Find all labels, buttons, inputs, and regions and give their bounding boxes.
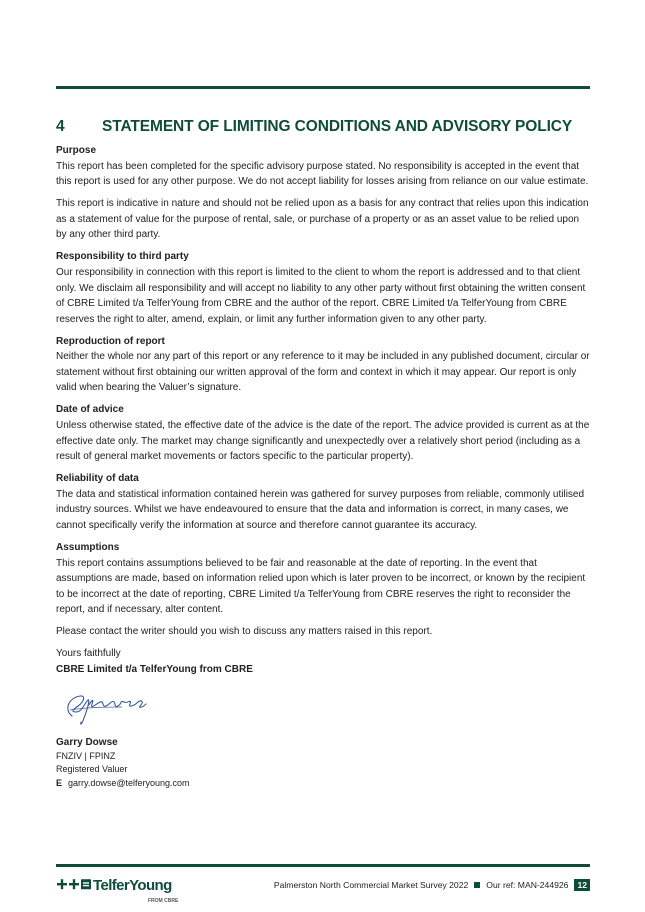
date-section [56, 402, 592, 464]
valuer-role: Registered Valuer [56, 764, 128, 775]
assumptions-heading: Assumptions [56, 542, 120, 553]
third-party-paragraph: Our responsibility in connection with this report is limited to the client to whom the report is addressed and to that client only. We disclaim all responsibility and will accept no liability to any other party without first obtaining the written consent of CBRE Limited t/a TelferYoung from CBRE and the author of the report. CBRE Limited t/a TelferYoung from CBRE reserves the right to alter, amend, explain, or limit any further information given to any other party. [56, 266, 586, 325]
email-label: E [56, 777, 63, 788]
telferyoung-logo [56, 873, 186, 910]
page-footer [274, 879, 590, 891]
logo-subtext: FROM CBRE [148, 898, 179, 904]
reproduction-section [56, 334, 592, 396]
purpose-section [56, 143, 592, 243]
section-heading [56, 118, 596, 136]
section-number: 4 [56, 118, 65, 135]
reliability-paragraph: The data and statistical information contained herein was gathered for survey purposes from reliable, commonly utilised industry sources. Whilst we have endeavoured to ensure that the data and information is correct, in many cases, we cannot specifically verify the information at source and therefore cannot guarantee its accuracy. [56, 488, 585, 532]
signature-image [62, 688, 148, 728]
valuer-name: Garry Dowse [56, 736, 118, 748]
closing-paragraph: Please contact the writer should you wish to discuss any matters raised in this report. [56, 626, 433, 638]
signoff-greeting: Yours faithfully [56, 648, 121, 660]
document-body [56, 142, 592, 790]
logo-wordmark: TelferYoung [93, 877, 172, 894]
square-bullet-icon [474, 882, 480, 888]
third-party-heading: Responsibility to third party [56, 251, 189, 263]
section-title: STATEMENT OF LIMITING CONDITIONS AND ADVISORY POLICY [102, 118, 573, 135]
purpose-paragraph-1: This report has been completed for the specific advisory purpose stated. No responsibility is accepted in the event that this report is used for any other purpose. We do not accept liability for losses arising from reliance on our value estimate. [56, 160, 589, 188]
signoff-company: CBRE Limited t/a TelferYoung from CBRE [56, 663, 253, 675]
valuer-credentials: FNZIV | FPINZ [56, 750, 116, 761]
third-party-section [56, 249, 592, 327]
bottom-rule [56, 864, 590, 867]
valuer-email-link[interactable]: garry.dowse@telferyoung.com [68, 777, 190, 788]
telferyoung-logo-mark [56, 873, 186, 905]
reproduction-paragraph: Neither the whole nor any part of this report or any reference to it may be included in any published document, circular or statement without first obtaining our written approval of the form and context in which it may appear. Our report is only valid when bearing the Valuer’s signature. [56, 351, 590, 394]
date-paragraph: Unless otherwise stated, the effective date of the advice is the date of the report. The advice provided is current as at the effective date only. The market may change significantly and unexpectedly over a relatively short period (including as a result of general market movements or factors specific to the particular property). [56, 420, 590, 463]
reproduction-heading: Reproduction of report [56, 335, 165, 347]
signoff-block [56, 646, 592, 727]
footer-report-title: Palmerston North Commercial Market Survey 2022 [273, 880, 469, 890]
purpose-paragraph-2: This report is indicative in nature and should not be relied upon as a basis for any contract that relies upon this indication as a statement of value for the purpose of rental, sale, or purchase of a property or as an asset value to be relied upon by any other third party. [56, 198, 589, 241]
valuer-email-row [56, 777, 592, 791]
assumptions-paragraph: This report contains assumptions believed to be fair and reasonable at the date of reporting. In the event that assumptions are made, based on information relied upon which is later proven to be incorrect, or known by the recipient to be incorrect at the date of reporting, CBRE Limited t/a TelferYoung from CBRE reserves the right to reconsider the report, and if necessary, alter content. [56, 557, 586, 616]
reliability-section [56, 471, 592, 533]
footer-reference: Our ref: MAN-244926 [486, 880, 569, 890]
assumptions-section [56, 540, 592, 618]
top-rule [56, 86, 590, 89]
date-heading: Date of advice [56, 404, 124, 416]
purpose-heading: Purpose [56, 145, 97, 156]
valuer-details [56, 736, 592, 791]
page-number: 12 [574, 879, 590, 891]
reliability-heading: Reliability of data [56, 473, 139, 485]
